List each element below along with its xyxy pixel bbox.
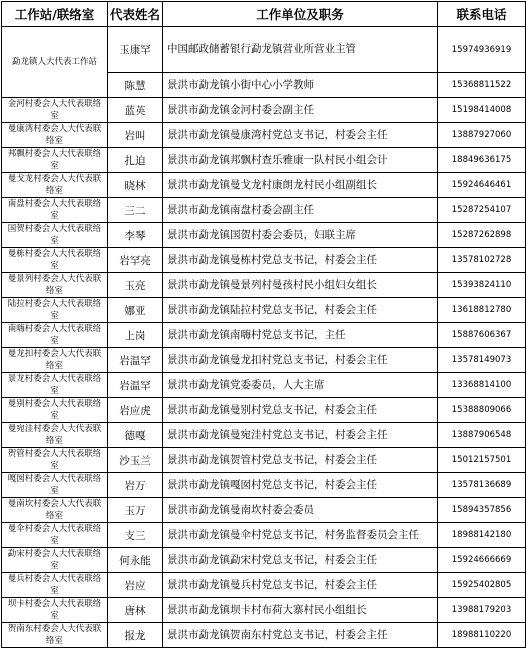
unit-position: 景洪市勐龙镇曼南坎村委会委员 <box>167 503 314 516</box>
station-name: 坝卡村委会人大代表联络室 <box>7 599 102 621</box>
station-cell <box>2 523 108 548</box>
station-name: 曼康湾村委会人大代表联络室 <box>7 124 102 146</box>
unit-position: 中国邮政储蓄银行勐龙镇营业所营业主管 <box>167 43 356 55</box>
rep-name: 陈慧 <box>108 73 163 98</box>
station-name: 贺南东村委会人大代表联络室 <box>7 624 102 646</box>
rep-name: 玉万 <box>108 498 163 523</box>
station-cell <box>2 573 108 598</box>
header-unit: 工作单位及职务 <box>163 2 438 27</box>
station-name: 贺管村委会人大代表联络室 <box>7 449 102 471</box>
unit-position: 景洪市勐龙镇勐宋村党总支书记，村委会主任 <box>167 553 377 566</box>
rep-name: 岩温罕 <box>108 373 163 398</box>
phone-number: 13368814100 <box>438 373 526 398</box>
phone-number: 13988179203 <box>438 598 526 623</box>
unit-position: 景洪市勐龙镇金河村委会副主任 <box>167 103 314 116</box>
station-name: 嘎囡村委会人大代表联络室 <box>7 474 102 496</box>
station-cell <box>2 323 108 348</box>
rep-name: 岩温罕 <box>108 348 163 373</box>
unit-cell <box>163 173 438 198</box>
rep-name: 晓林 <box>108 173 163 198</box>
station-cell <box>2 273 108 298</box>
table-row <box>2 423 526 448</box>
unit-cell <box>163 548 438 573</box>
rep-name: 岩万 <box>108 473 163 498</box>
station-cell <box>2 448 108 473</box>
station-name: 景龙村委会人大代表联络室 <box>7 374 102 396</box>
unit-position: 景洪市勐龙镇邦飘村查乐雅康一队村民小组会计 <box>167 153 388 166</box>
unit-position: 景洪市勐龙镇坝卡村布荷大寨村民小组组长 <box>167 603 367 616</box>
unit-cell <box>163 373 438 398</box>
table-row <box>2 323 526 348</box>
station-name: 曼宛洼村委会人大代表联络室 <box>7 424 102 446</box>
station-name: 曼景列村委会人大代表联络室 <box>7 274 102 296</box>
station-cell <box>2 373 108 398</box>
rep-name: 玉亮 <box>108 273 163 298</box>
table-row <box>2 448 526 473</box>
unit-position: 景洪市勐龙镇贺管村党总支书记，村委会主任 <box>167 453 377 466</box>
station-name: 曼兵村委会人大代表联络室 <box>7 574 102 596</box>
phone-number: 15368811522 <box>438 73 526 98</box>
station-cell <box>2 548 108 573</box>
unit-cell <box>163 598 438 623</box>
station-cell <box>2 198 108 223</box>
unit-position: 景洪市勐龙镇曼别村党总支书记，村委会主任 <box>167 403 377 416</box>
table-body <box>2 27 526 648</box>
table-row <box>2 498 526 523</box>
rep-name: 岩应 <box>108 573 163 598</box>
station-cell <box>2 148 108 173</box>
table-row <box>2 273 526 298</box>
station-name: 国贺村委会人大代表联络室 <box>7 224 102 246</box>
phone-number: 15287254107 <box>438 198 526 223</box>
station-name: 曼南坎村委会人大代表联络室 <box>7 499 102 521</box>
unit-position: 景洪市勐龙镇曼景列村曼孩村民小组妇女组长 <box>167 278 377 291</box>
unit-position: 景洪市勐龙镇嘎囡村党总支书记，村委会主任 <box>167 478 377 491</box>
station-cell <box>2 27 108 98</box>
rep-name: 沙玉兰 <box>108 448 163 473</box>
phone-number: 18988110220 <box>438 623 526 648</box>
unit-cell <box>163 298 438 323</box>
representatives-table <box>1 1 526 648</box>
unit-position: 景洪市勐龙镇党委委员，人大主席 <box>167 378 325 391</box>
station-cell <box>2 298 108 323</box>
phone-number: 13578149073 <box>438 348 526 373</box>
unit-cell <box>163 423 438 448</box>
phone-number: 15198414008 <box>438 98 526 123</box>
rep-name: 唐林 <box>108 598 163 623</box>
table-row <box>2 373 526 398</box>
unit-cell <box>163 348 438 373</box>
station-name: 勐龙镇人大代表工作站 <box>11 57 97 67</box>
rep-name: 岩应虎 <box>108 398 163 423</box>
station-name: 陆拉村委会人大代表联络室 <box>7 299 102 321</box>
table-row <box>2 548 526 573</box>
station-name: 南嗨村委会人大代表联络室 <box>7 324 102 346</box>
phone-number: 15925402805 <box>438 573 526 598</box>
phone-number: 15974936919 <box>438 27 526 73</box>
phone-number: 13887906548 <box>438 423 526 448</box>
unit-position: 景洪市勐龙镇曼龙扣村党总支书记，村委会主任 <box>167 353 388 366</box>
station-cell <box>2 223 108 248</box>
table-row <box>2 573 526 598</box>
table-row <box>2 298 526 323</box>
table-row <box>2 348 526 373</box>
unit-cell <box>163 498 438 523</box>
unit-cell <box>163 248 438 273</box>
unit-position: 景洪市勐龙镇曼戈龙村康朗龙村民小组副组长 <box>167 178 377 191</box>
unit-cell <box>163 73 438 98</box>
rep-name: 李琴 <box>108 223 163 248</box>
station-cell <box>2 598 108 623</box>
phone-number: 15012157501 <box>438 448 526 473</box>
station-cell <box>2 98 108 123</box>
table-row <box>2 148 526 173</box>
rep-name: 岩叫 <box>108 123 163 148</box>
unit-position: 景洪市勐龙镇小街中心小学教师 <box>167 78 314 91</box>
table-row <box>2 623 526 648</box>
header-rep: 代表姓名 <box>108 2 163 27</box>
table-row <box>2 27 526 73</box>
unit-position: 景洪市勐龙镇曼伞村党总支书记，村务监督委员会主任 <box>167 528 419 541</box>
rep-name: 岩罕亮 <box>108 248 163 273</box>
unit-cell <box>163 573 438 598</box>
phone-number: 15887606367 <box>438 323 526 348</box>
rep-name: 上岗 <box>108 323 163 348</box>
unit-cell <box>163 398 438 423</box>
unit-position: 景洪市勐龙镇陆拉村党总支书记，村委会主任 <box>167 303 377 316</box>
station-name: 曼别村委会人大代表联络室 <box>7 399 102 421</box>
station-name: 曼龙扣村委会人大代表联络室 <box>7 349 102 371</box>
phone-number: 13578102728 <box>438 248 526 273</box>
unit-position: 景洪市勐龙镇南嗨村党总支书记，主任 <box>167 328 346 341</box>
header-phone: 联系电话 <box>438 2 526 27</box>
station-cell <box>2 423 108 448</box>
phone-number: 18849636175 <box>438 148 526 173</box>
table-row <box>2 473 526 498</box>
unit-cell <box>163 473 438 498</box>
station-name: 曼伞村委会人大代表联络室 <box>7 524 102 546</box>
station-name: 邦飘村委会人大代表联络室 <box>7 149 102 171</box>
phone-number: 15924666669 <box>438 548 526 573</box>
phone-number: 15287262898 <box>438 223 526 248</box>
unit-cell <box>163 323 438 348</box>
rep-name: 扎迫 <box>108 148 163 173</box>
table-row <box>2 523 526 548</box>
phone-number: 15894357856 <box>438 498 526 523</box>
phone-number: 13887927060 <box>438 123 526 148</box>
station-cell <box>2 348 108 373</box>
station-cell <box>2 248 108 273</box>
table-row <box>2 248 526 273</box>
station-cell <box>2 173 108 198</box>
rep-name: 报龙 <box>108 623 163 648</box>
unit-cell <box>163 623 438 648</box>
station-name: 金河村委会人大代表联络室 <box>7 99 102 121</box>
unit-cell <box>163 98 438 123</box>
unit-cell <box>163 27 438 73</box>
rep-name: 德嘎 <box>108 423 163 448</box>
phone-number: 15393824110 <box>438 273 526 298</box>
table-row <box>2 398 526 423</box>
station-name: 勐宋村委会人大代表联络室 <box>7 549 102 571</box>
rep-name: 三二 <box>108 198 163 223</box>
header-row <box>2 2 526 27</box>
table-row <box>2 198 526 223</box>
rep-name: 支三 <box>108 523 163 548</box>
phone-number: 13578136689 <box>438 473 526 498</box>
header-station: 工作站/联络室 <box>2 2 108 27</box>
station-cell <box>2 623 108 648</box>
rep-name: 玉康罕 <box>108 27 163 73</box>
unit-position: 景洪市勐龙镇贺南东村党总支书记，村委会主任 <box>167 628 388 641</box>
unit-cell <box>163 448 438 473</box>
unit-cell <box>163 523 438 548</box>
station-cell <box>2 498 108 523</box>
unit-cell <box>163 273 438 298</box>
station-name: 曼戈龙村委会人大代表联络室 <box>7 174 102 196</box>
unit-position: 景洪市勐龙镇曼兵村党总支书记，村委会主任 <box>167 578 377 591</box>
station-cell <box>2 473 108 498</box>
unit-position: 景洪市勐龙镇曼康湾村党总支书记，村委会主任 <box>167 128 388 141</box>
rep-name: 何永能 <box>108 548 163 573</box>
unit-cell <box>163 148 438 173</box>
unit-cell <box>163 198 438 223</box>
station-name: 南盘村委会人大代表联络室 <box>7 199 102 221</box>
table-row <box>2 598 526 623</box>
unit-position: 景洪市勐龙镇曼宛洼村党总支书记，村委会主任 <box>167 428 388 441</box>
unit-position: 景洪市勐龙镇国贺村委会委员，妇联主席 <box>167 228 356 241</box>
unit-cell <box>163 123 438 148</box>
table-row <box>2 98 526 123</box>
phone-number: 15388809066 <box>438 398 526 423</box>
phone-number: 18988142180 <box>438 523 526 548</box>
unit-position: 景洪市勐龙镇南盘村委会副主任 <box>167 203 314 216</box>
rep-name: 蓝英 <box>108 98 163 123</box>
station-cell <box>2 123 108 148</box>
table-row <box>2 173 526 198</box>
phone-number: 15924646461 <box>438 173 526 198</box>
phone-number: 13618812780 <box>438 298 526 323</box>
unit-cell <box>163 223 438 248</box>
unit-position: 景洪市勐龙镇曼栋村党总支书记，村委会主任 <box>167 253 377 266</box>
table-row <box>2 223 526 248</box>
table-row <box>2 123 526 148</box>
rep-name: 娜亚 <box>108 298 163 323</box>
station-cell <box>2 398 108 423</box>
station-name: 曼栋村委会人大代表联络室 <box>7 249 102 271</box>
